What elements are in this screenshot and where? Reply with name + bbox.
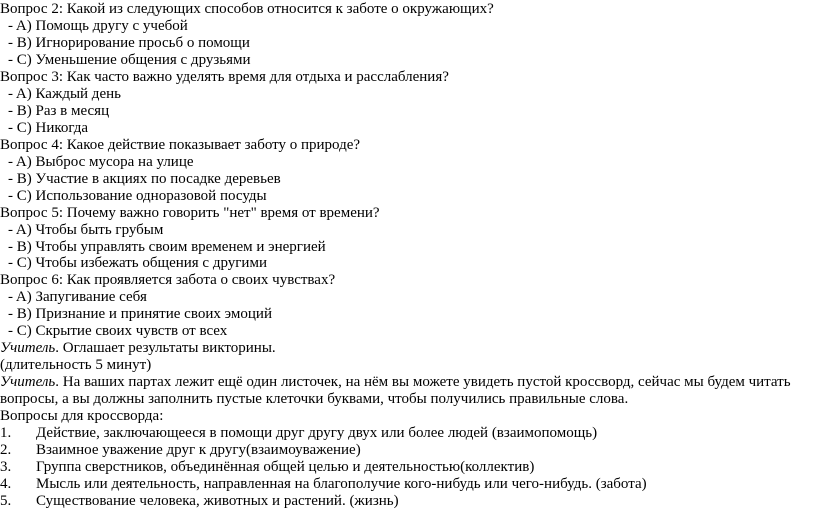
answer-3c: - C) Никогда — [8, 119, 89, 136]
crossword-item: Существование человека, животных и растений. (жизнь) — [36, 493, 399, 509]
teacher-remark-1 — [0, 340, 276, 357]
answer-5b: - B) Чтобы управлять своим временем и энергией — [8, 238, 326, 255]
answer-3a: - A) Каждый день — [8, 85, 121, 102]
answer-2c: - C) Уменьшение общения с друзьями — [8, 51, 251, 68]
teacher-remark-2 — [0, 374, 791, 391]
teacher-remark-2-continued: вопросы, а вы должны заполнить пустые клеточки буквами, чтобы получились правильные слова. — [0, 391, 629, 408]
crossword-item: Взаимное уважение друг к другу(взаимоуважение) — [36, 442, 361, 459]
question-3: Вопрос 3: Как часто важно уделять время для отдыха и расслабления? — [0, 68, 449, 85]
answer-6b: - B) Признание и принятие своих эмоций — [8, 306, 272, 323]
speaker-label: Учитель — [0, 374, 56, 391]
answer-3b: - B) Раз в месяц — [8, 102, 110, 119]
answer-2a: - A) Помощь другу с учебой — [8, 17, 188, 34]
answer-6c: - C) Скрытие своих чувств от всех — [8, 323, 228, 340]
answer-5a: - A) Чтобы быть грубым — [8, 221, 164, 238]
crossword-item-number: 2. — [0, 442, 12, 459]
question-2: Вопрос 2: Какой из следующих способов относится к заботе о окружающих? — [0, 1, 494, 17]
crossword-item: Мысль или деятельность, направленная на благополучие кого-нибудь или чего-нибудь. (забота) — [36, 476, 647, 493]
answer-4b: - B) Участие в акциях по посадке деревьев — [8, 170, 281, 187]
crossword-item: Действие, заключающееся в помощи друг другу двух или более людей (взаимопомощь) — [36, 425, 598, 442]
answer-2b: - B) Игнорирование просьб о помощи — [8, 34, 250, 51]
answer-6a: - A) Запугивание себя — [8, 289, 147, 306]
remark-text: . На ваших партах лежит ещё один листочек, на нём вы можете увидеть пустой кроссворд, сейчас мы будем читать — [55, 374, 791, 391]
crossword-item-number: 5. — [0, 493, 12, 509]
speaker-label: Учитель — [0, 340, 56, 357]
crossword-item-number: 1. — [0, 425, 12, 442]
remark-text: . Оглашает результаты викторины. — [55, 340, 276, 357]
question-6: Вопрос 6: Как проявляется забота о своих чувствах? — [0, 272, 336, 289]
crossword-item: Группа сверстников, объединённая общей целью и деятельностью(коллектив) — [36, 459, 535, 476]
answer-4a: - A) Выброс мусора на улице — [8, 153, 194, 170]
answer-5c: - C) Чтобы избежать общения с другими — [8, 255, 267, 272]
crossword-heading: Вопросы для кроссворда: — [0, 408, 164, 425]
duration-note: (длительность 5 минут) — [0, 357, 152, 374]
question-4: Вопрос 4: Какое действие показывает заботу о природе? — [0, 136, 361, 153]
answer-4c: - C) Использование одноразовой посуды — [8, 187, 267, 204]
question-5: Вопрос 5: Почему важно говорить "нет" время от времени? — [0, 204, 380, 221]
crossword-item-number: 3. — [0, 459, 12, 476]
crossword-item-number: 4. — [0, 476, 12, 493]
